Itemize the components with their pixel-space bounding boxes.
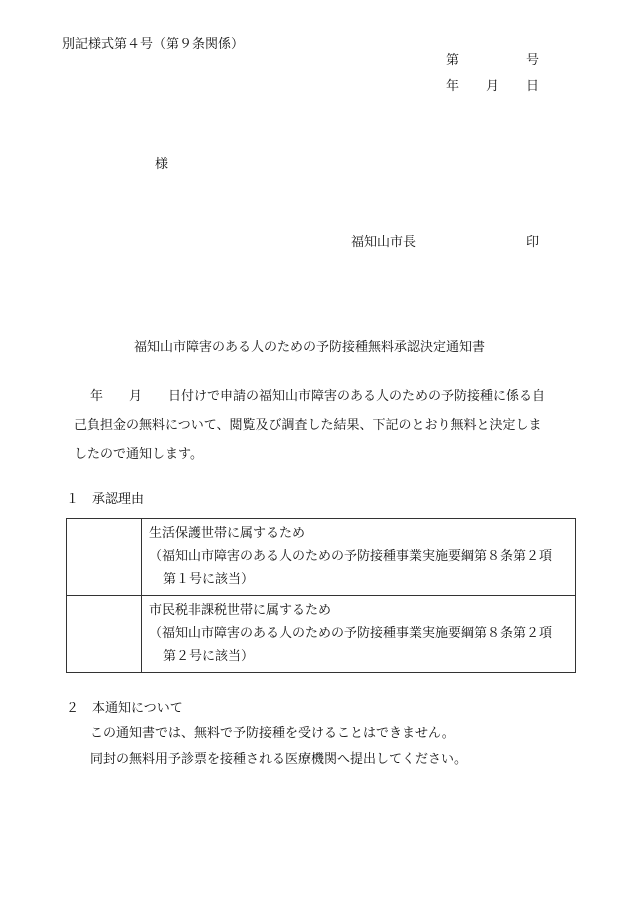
section1-heading: １ 承認理由 (66, 492, 145, 507)
reason-title: 生活保護世帯に属するため (149, 526, 306, 541)
notice-body (66, 382, 566, 469)
reason-detail: 第２号に該当） (163, 649, 255, 664)
reason-detail: （福知山市障害のある人のための予防接種事業実施要綱第８条第２項 (149, 626, 553, 641)
date-month: 月 (486, 79, 500, 94)
reason-title: 市民税非課税世帯に属するため (149, 603, 332, 618)
form-label: 別記様式第４号（第９条関係） (62, 37, 245, 52)
number-suffix: 号 (526, 53, 540, 68)
check-cell (67, 519, 142, 596)
body-line: 己負担金の無料について、閲覧及び調査した結果、下記のとおり無料と決定しま (74, 418, 542, 433)
date-year: 年 (446, 79, 460, 94)
reason-detail: 第１号に該当） (163, 572, 255, 587)
issuer-name: 福知山市長 (351, 235, 417, 250)
section2-line: この通知書では、無料で予防接種を受けることはできません。 (90, 726, 455, 741)
approval-reasons-table (66, 518, 576, 673)
section2-line: 同封の無料用予診票を接種される医療機関へ提出してください。 (90, 752, 468, 767)
reason-cell (142, 596, 576, 673)
table-row (67, 596, 576, 673)
reason-detail: （福知山市障害のある人のための予防接種事業実施要綱第８条第２項 (149, 549, 553, 564)
body-line: したので通知します。 (74, 447, 203, 462)
check-cell (67, 596, 142, 673)
section2-heading: ２ 本通知について (66, 701, 183, 716)
date-day: 日 (526, 79, 540, 94)
addressee-honorific: 様 (155, 157, 169, 172)
body-line: 年 月 日付けで申請の福知山市障害のある人のための予防接種に係る自 (90, 389, 546, 404)
number-prefix: 第 (446, 53, 460, 68)
document-title: 福知山市障害のある人のための予防接種無料承認決定通知書 (134, 340, 486, 355)
reason-cell (142, 519, 576, 596)
table-row (67, 519, 576, 596)
issuer-seal: 印 (526, 235, 540, 250)
